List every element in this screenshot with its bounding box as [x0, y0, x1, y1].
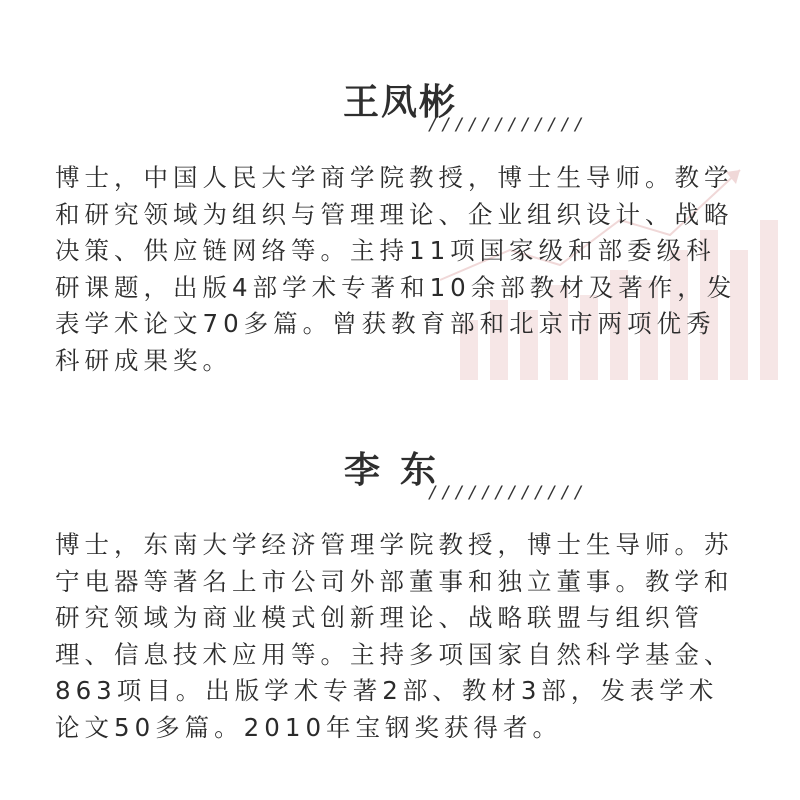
profile-bio: 博士，东南大学经济管理学院教授，博士生导师。苏宁电器等著名上市公司外部董事和独立董事。教学和研究领域为商业模式创新理论、战略联盟与组织管理、信息技术应用等。主持多项国家自然科学基金、863项目。出版学术专著2部、教材3部，发表学术论文50多篇。2010年宝钢奖获得者。: [55, 530, 734, 742]
name-divider: ////////////: [428, 115, 587, 135]
name-divider: ////////////: [428, 483, 587, 503]
profile-bio: 博士，中国人民大学商学院教授，博士生导师。教学和研究领域为组织与管理理论、企业组织设计、战略决策、供应链网络等。主持11项国家级和部委级科研课题，出版4部学术专著和10余部教材及著作，发表学术论文70多篇。曾获教育部和北京市两项优秀科研成果奖。: [55, 163, 737, 375]
bg-bar: [760, 220, 778, 380]
profile-name: 李东: [343, 449, 456, 492]
profile-name: 王凤彬: [342, 81, 457, 124]
